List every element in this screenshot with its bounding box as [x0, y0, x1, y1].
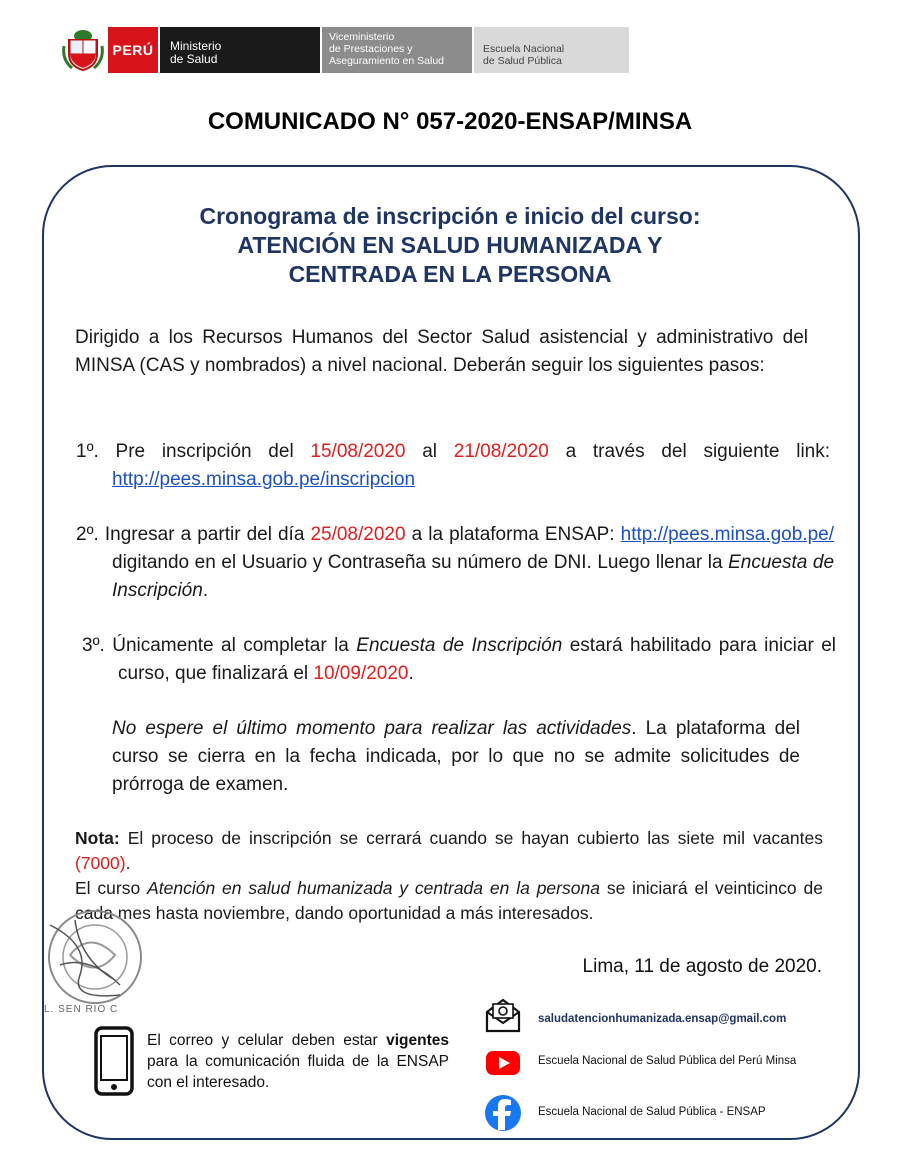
stamp-text: L. SEN RIO C: [44, 1004, 119, 1015]
document-title: COMUNICADO N° 057-2020-ENSAP/MINSA: [207, 108, 693, 135]
step-1-text: Pre inscripción del: [115, 441, 294, 462]
step-3-period: .: [408, 663, 414, 684]
warning-paragraph: [112, 715, 800, 799]
step-3-end-date: 10/09/2020: [313, 663, 409, 684]
note-course-text: El curso: [75, 878, 141, 898]
step-3-text-end: estará habilitado para iniciar el curso, que finalizará el: [118, 635, 836, 684]
step-3-text: Únicamente al completar la: [112, 635, 349, 656]
contact-youtube[interactable]: Escuela Nacional de Salud Pública del Perú Minsa: [538, 1055, 797, 1067]
platform-link[interactable]: http://pees.minsa.gob.pe/: [620, 524, 835, 545]
vice-line3: Aseguramiento en Salud: [329, 55, 444, 67]
ensap-line2: de Salud Pública: [483, 55, 562, 67]
step-1-number: 1º.: [76, 441, 99, 462]
contact-facebook[interactable]: Escuela Nacional de Salud Pública - ENSAP: [538, 1106, 766, 1118]
note-period: .: [125, 853, 131, 873]
step-2-text-platform: a la plataforma ENSAP:: [411, 524, 615, 545]
note-label: Nota:: [75, 828, 120, 848]
step-3-number: 3º.: [82, 635, 105, 656]
step-1-text-al: al: [422, 441, 438, 462]
vice-line1: Viceministerio: [329, 31, 395, 43]
step-2: [76, 521, 834, 605]
contact-email[interactable]: saludatencionhumanizada.ensap@gmail.com: [538, 1013, 787, 1025]
step-1-text-link: a través del siguiente link:: [565, 441, 831, 462]
ensap-logo-block: [474, 27, 629, 73]
ministerio-line2: de Salud: [170, 52, 218, 66]
subtitle-line3: CENTRADA EN LA PERSONA: [288, 261, 612, 287]
step-2-number: 2º.: [76, 524, 99, 545]
course-subtitle: [60, 202, 840, 289]
step-3: [82, 632, 836, 688]
facebook-icon: [484, 1094, 522, 1132]
ensap-line1: Escuela Nacional: [483, 43, 565, 55]
step-2-text: Ingresar a partir del día: [104, 524, 305, 545]
step-1-end-date: 21/08/2020: [453, 441, 549, 462]
inscription-link[interactable]: http://pees.minsa.gob.pe/inscripcion: [112, 469, 416, 490]
step-2-period: .: [202, 580, 209, 601]
phone-note-text-end: para la comunicación fluida de la ENSAP con el interesado.: [147, 1053, 449, 1091]
youtube-icon: [484, 1044, 522, 1082]
step-3-survey-name: Encuesta de Inscripción: [356, 635, 563, 656]
email-icon: [484, 996, 522, 1034]
note-text: El proceso de inscripción se cerrará cuando se hayan cubierto las siete mil vacantes: [127, 828, 823, 848]
seal-stamp-icon: [40, 905, 150, 1015]
national-coat-of-arms-icon: [62, 26, 104, 72]
peru-logo-block: PERÚ: [108, 27, 158, 73]
subtitle-line1: Cronograma de inscripción e inicio del curso:: [199, 203, 701, 229]
warning-italic: No espere el último momento para realizar las actividades: [112, 718, 632, 739]
phone-note-bold: vigentes: [386, 1032, 449, 1049]
step-1-start-date: 15/08/2020: [310, 441, 406, 462]
step-2-survey-name: Encuesta de Inscripción: [112, 552, 835, 601]
step-1: [76, 438, 830, 494]
ministerio-line1: Ministerio: [170, 39, 222, 53]
contact-validity-note: [147, 1030, 449, 1093]
step-2-text-credentials: digitando en el Usuario y Contraseña su número de DNI. Luego llenar la: [112, 552, 723, 573]
subtitle-line2: ATENCIÓN EN SALUD HUMANIZADA Y: [237, 232, 663, 258]
note-paragraph: [75, 826, 823, 926]
viceministerio-logo-block: [322, 27, 472, 73]
mobile-phone-icon: [94, 1026, 134, 1096]
intro-paragraph: Dirigido a los Recursos Humanos del Sector Salud asistencial y administrativo del MINSA (CAS y nombrados) a nivel nacional. Deberán seguir los siguientes pasos:: [75, 327, 808, 376]
vice-line2: de Prestaciones y: [329, 43, 413, 55]
note-course-schedule: se iniciará el veinticinco de cada mes hasta noviembre, dando oportunidad a más interesados.: [75, 878, 823, 923]
note-course-name: Atención en salud humanizada y centrada en la persona: [147, 878, 600, 898]
phone-note-text: El correo y celular deben estar: [147, 1032, 378, 1049]
ministerio-logo-block: [160, 27, 320, 73]
warning-text: . La plataforma del curso se cierra en la fecha indicada, por lo que no se admite solicitudes de prórroga de examen.: [112, 718, 801, 795]
place-and-date: Lima, 11 de agosto de 2020.: [582, 956, 822, 977]
step-2-date: 25/08/2020: [310, 524, 406, 545]
note-vacancies: (7000): [75, 853, 126, 873]
